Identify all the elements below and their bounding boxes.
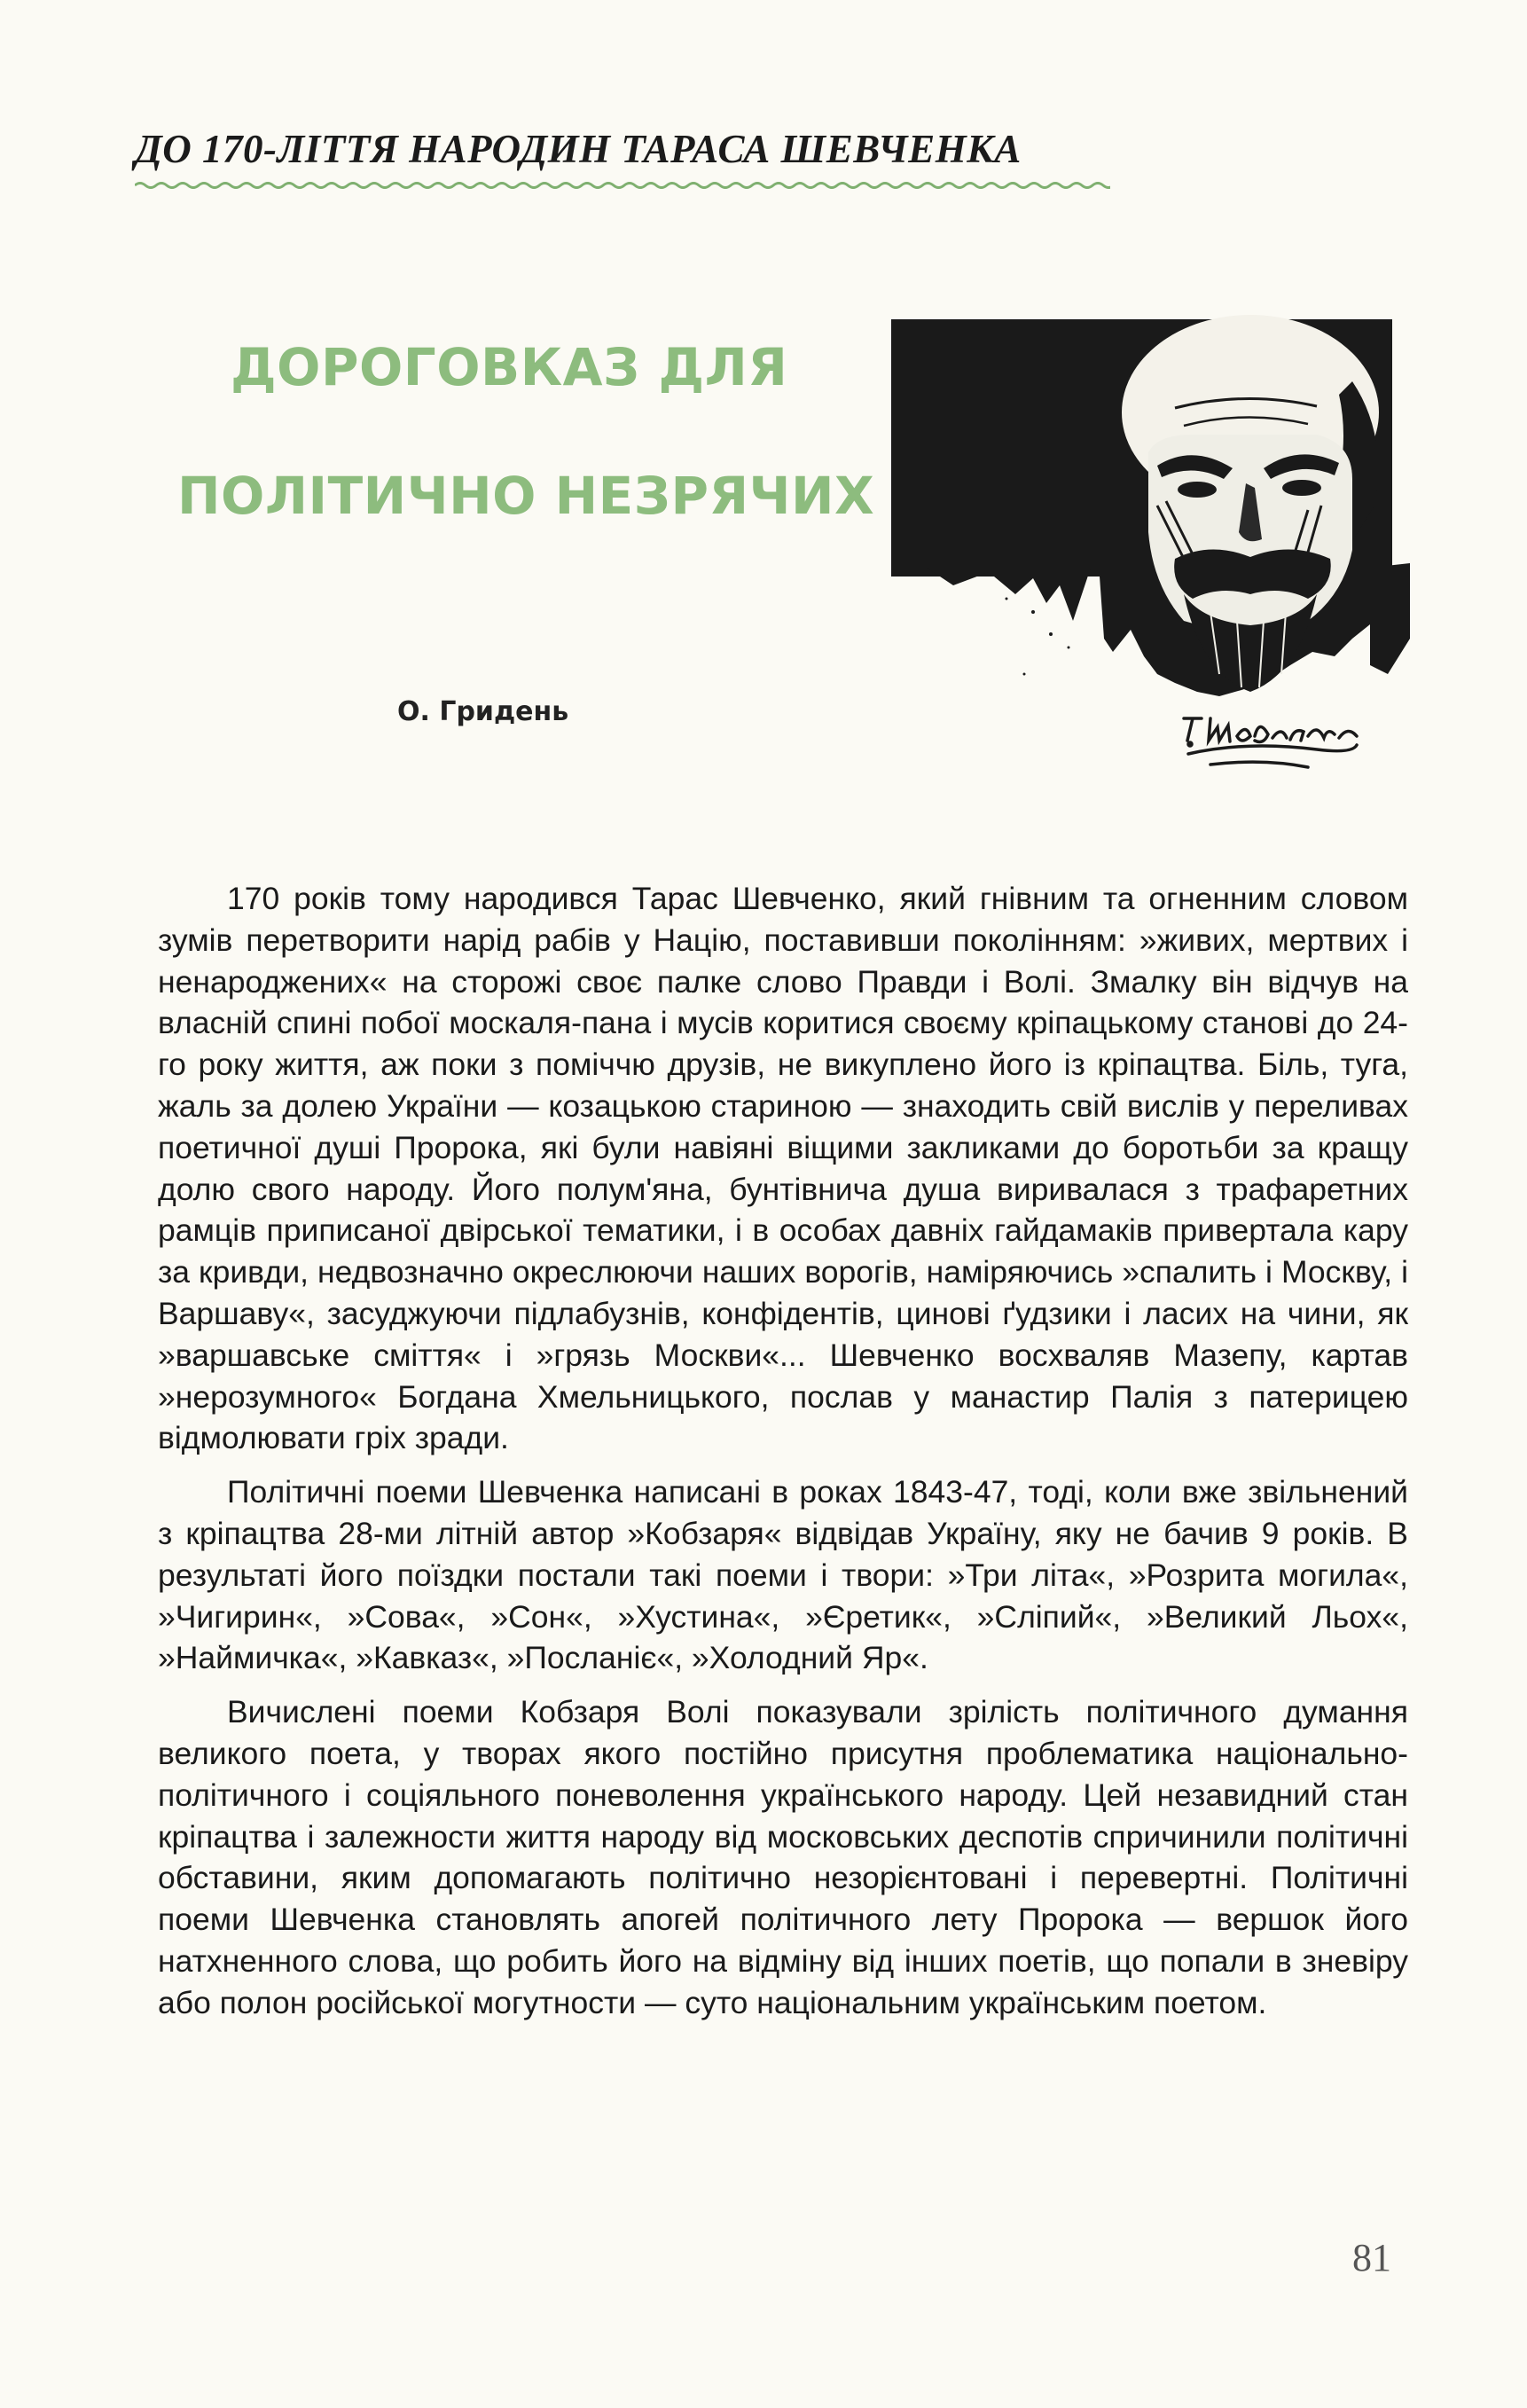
author-name: О. Гридень bbox=[397, 696, 569, 727]
paragraph: Вичислені поеми Кобзаря Волі показували зрілість політичного думання великого поета, у творах якого постійно присутня проблематика національно-політичного і соціяльного поневолення українського народу. Цей незавидний стан кріпацтва і залежности життя народу від московських деспотів спричинили політичні обставини, яким допомагають політично незорієнтовані і перевертні. Політичні поеми Шевченка становлять апогей політичного лету Пророка — вершок його натхненного слова, що робить його на відміну від інших поетів, що попали в зневіру або полон російської могутности — суто національним українським поетом. bbox=[158, 1694, 1408, 2020]
paragraph: 170 років тому народився Тарас Шевченко, який гнівним та огненним словом зумів перетворити нарід рабів у Націю, поставивши поколінням: »живих, мертвих і ненароджених« на сторожі своє палке слово Правди і Волі. Змалку він відчув на власній спині побої москаля-пана і мусів коритися своєму кріпацькому станові до 24-го року життя, аж поки з поміччю друзів, не викуплено його із кріпацтва. Біль, туга, жаль за долею України — козацькою стариною — знаходить свій вислів у переливах поетичної душі Пророка, які були навіяні віщими закликами до боротьби за кращу долю свого народу. Його полум'яна, бунтівнича душа виривалася з трафаретних рамців приписаної двірської тематики, і в особах давніх гайдамаків привертала кару за кривди, недвозначно окреслюючи наших ворогів, наміряючись »спалить і Москву, і Варшаву«, засуджуючи підлабузнів, конфідентів, цинові ґудзики і ласих на чини, як »варшавське сміття« і »грязь Москви«... Шевченко восхваляв Мазепу, картав »нерозумного« Богдана Хмельницького, послав у манастир Палія з патерицею відмолювати гріх зради. bbox=[158, 881, 1408, 1456]
section-title: ДО 170-ЛІТТЯ НАРОДИН ТАРАСА ШЕВЧЕНКА bbox=[135, 127, 1022, 171]
article-title-line1: ДОРОГОВКАЗ ДЛЯ bbox=[231, 337, 788, 397]
section-header bbox=[135, 126, 1124, 192]
wavy-underline bbox=[135, 179, 1110, 192]
signature bbox=[1184, 718, 1357, 767]
article-title-line2: ПОЛІТИЧНО НЕЗРЯЧИХ bbox=[177, 466, 875, 526]
paragraph: Політичні поеми Шевченка написані в роках 1843-47, тоді, коли вже звільнений з кріпацтва 28-ми літній автор »Кобзаря« відвідав Україну, яку не бачив 9 років. В результаті його поїздки постали такі поеми і твори: »Три літа«, »Розрита могила«, »Чигирин«, »Сова«, »Сон«, »Хустина«, »Єретик«, »Сліпий«, »Великий Льох«, »Наймичка«, »Кавказ«, »Посланіє«, »Холодний Яр«. bbox=[158, 1474, 1408, 1676]
shevchenko-portrait-illustration bbox=[891, 302, 1410, 780]
article-body bbox=[158, 878, 1408, 2036]
page-number: 81 bbox=[1352, 2236, 1391, 2279]
